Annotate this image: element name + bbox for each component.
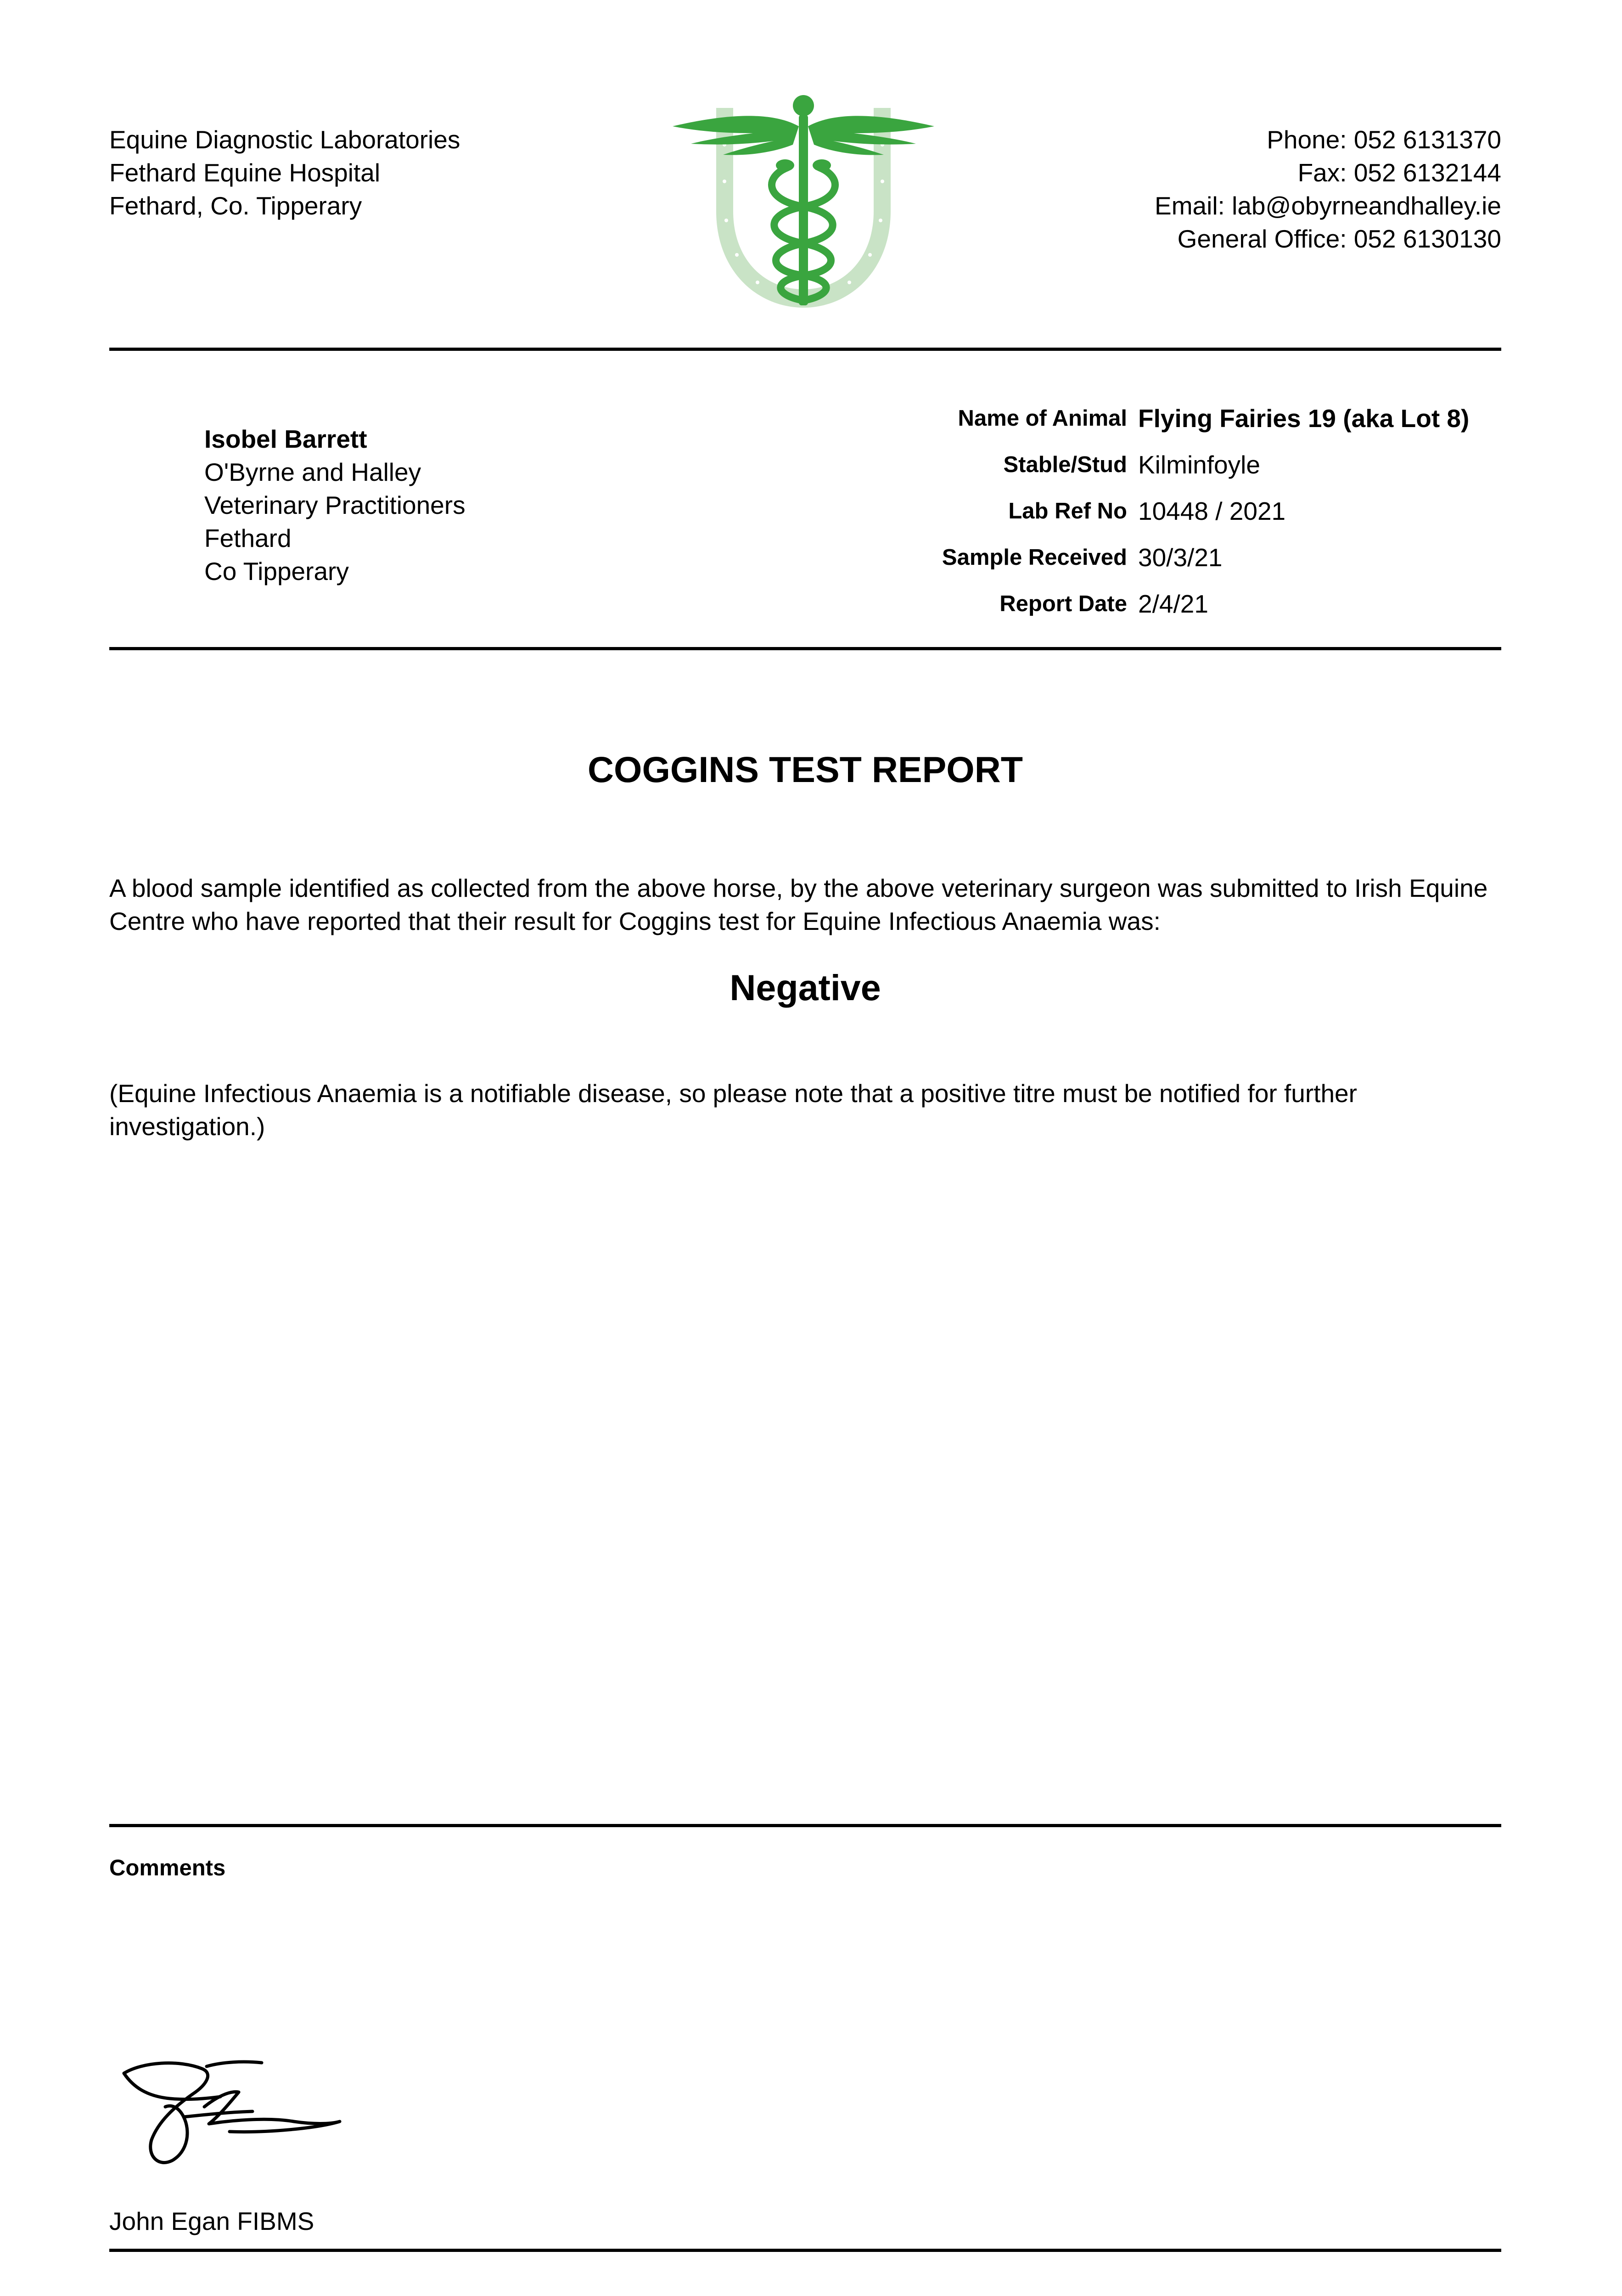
lab-address-line: Fethard Equine Hospital xyxy=(109,158,381,187)
detail-label: Report Date xyxy=(999,591,1127,616)
detail-label: Stable/Stud xyxy=(1003,452,1127,477)
details-divider xyxy=(109,647,1501,650)
addressee-block xyxy=(204,422,466,588)
detail-row-sample-received xyxy=(826,534,1501,580)
header-divider xyxy=(109,348,1501,351)
addressee-line: Fethard xyxy=(204,524,292,552)
contact-fax: Fax: 052 6132144 xyxy=(1297,158,1501,187)
comments-divider xyxy=(109,1824,1501,1827)
detail-value: 30/3/21 xyxy=(1138,543,1223,572)
addressee-name: Isobel Barrett xyxy=(204,425,367,453)
detail-row-report-date xyxy=(826,580,1501,627)
detail-row-animal-name xyxy=(826,395,1501,441)
detail-row-lab-ref xyxy=(826,488,1501,534)
detail-value: 2/4/21 xyxy=(1138,589,1208,618)
addressee-line: Veterinary Practitioners xyxy=(204,491,466,519)
contact-email: Email: lab@obyrneandhalley.ie xyxy=(1155,191,1501,220)
report-title: COGGINS TEST REPORT xyxy=(587,749,1023,790)
report-note: (Equine Infectious Anaemia is a notifiable disease, so please note that a positive titre must be notified for further investigation.) xyxy=(109,1079,1357,1141)
detail-label: Name of Animal xyxy=(958,405,1127,431)
lab-address-line: Equine Diagnostic Laboratories xyxy=(109,125,460,154)
test-result: Negative xyxy=(730,967,881,1008)
lab-address-line: Fethard, Co. Tipperary xyxy=(109,191,362,220)
handwritten-signature xyxy=(115,2053,344,2177)
detail-value: Kilminfoyle xyxy=(1138,450,1260,479)
detail-label: Sample Received xyxy=(942,545,1127,570)
detail-label: Lab Ref No xyxy=(1008,498,1127,523)
report-intro: A blood sample identified as collected from the above horse, by the above veterinary surgeon was submitted to Irish Equine Centre who have reported that their result for Coggins test for Equine Infectious Anaemia was: xyxy=(109,874,1488,935)
signatory-name: John Egan FIBMS xyxy=(109,2207,314,2235)
lab-address xyxy=(109,123,460,222)
lab-contact xyxy=(1155,123,1501,255)
comments-label: Comments xyxy=(109,1856,226,1880)
contact-general-office: General Office: 052 6130130 xyxy=(1177,225,1501,253)
footer-divider xyxy=(109,2249,1501,2252)
addressee-line: Co Tipperary xyxy=(204,557,349,585)
detail-row-stable xyxy=(826,441,1501,488)
detail-value: Flying Fairies 19 (aka Lot 8) xyxy=(1138,404,1470,433)
addressee-line: O'Byrne and Halley xyxy=(204,458,421,486)
detail-value: 10448 / 2021 xyxy=(1138,496,1286,525)
caduceus-horseshoe-icon xyxy=(673,90,934,319)
animal-details xyxy=(826,395,1501,627)
contact-phone: Phone: 052 6131370 xyxy=(1267,125,1501,154)
